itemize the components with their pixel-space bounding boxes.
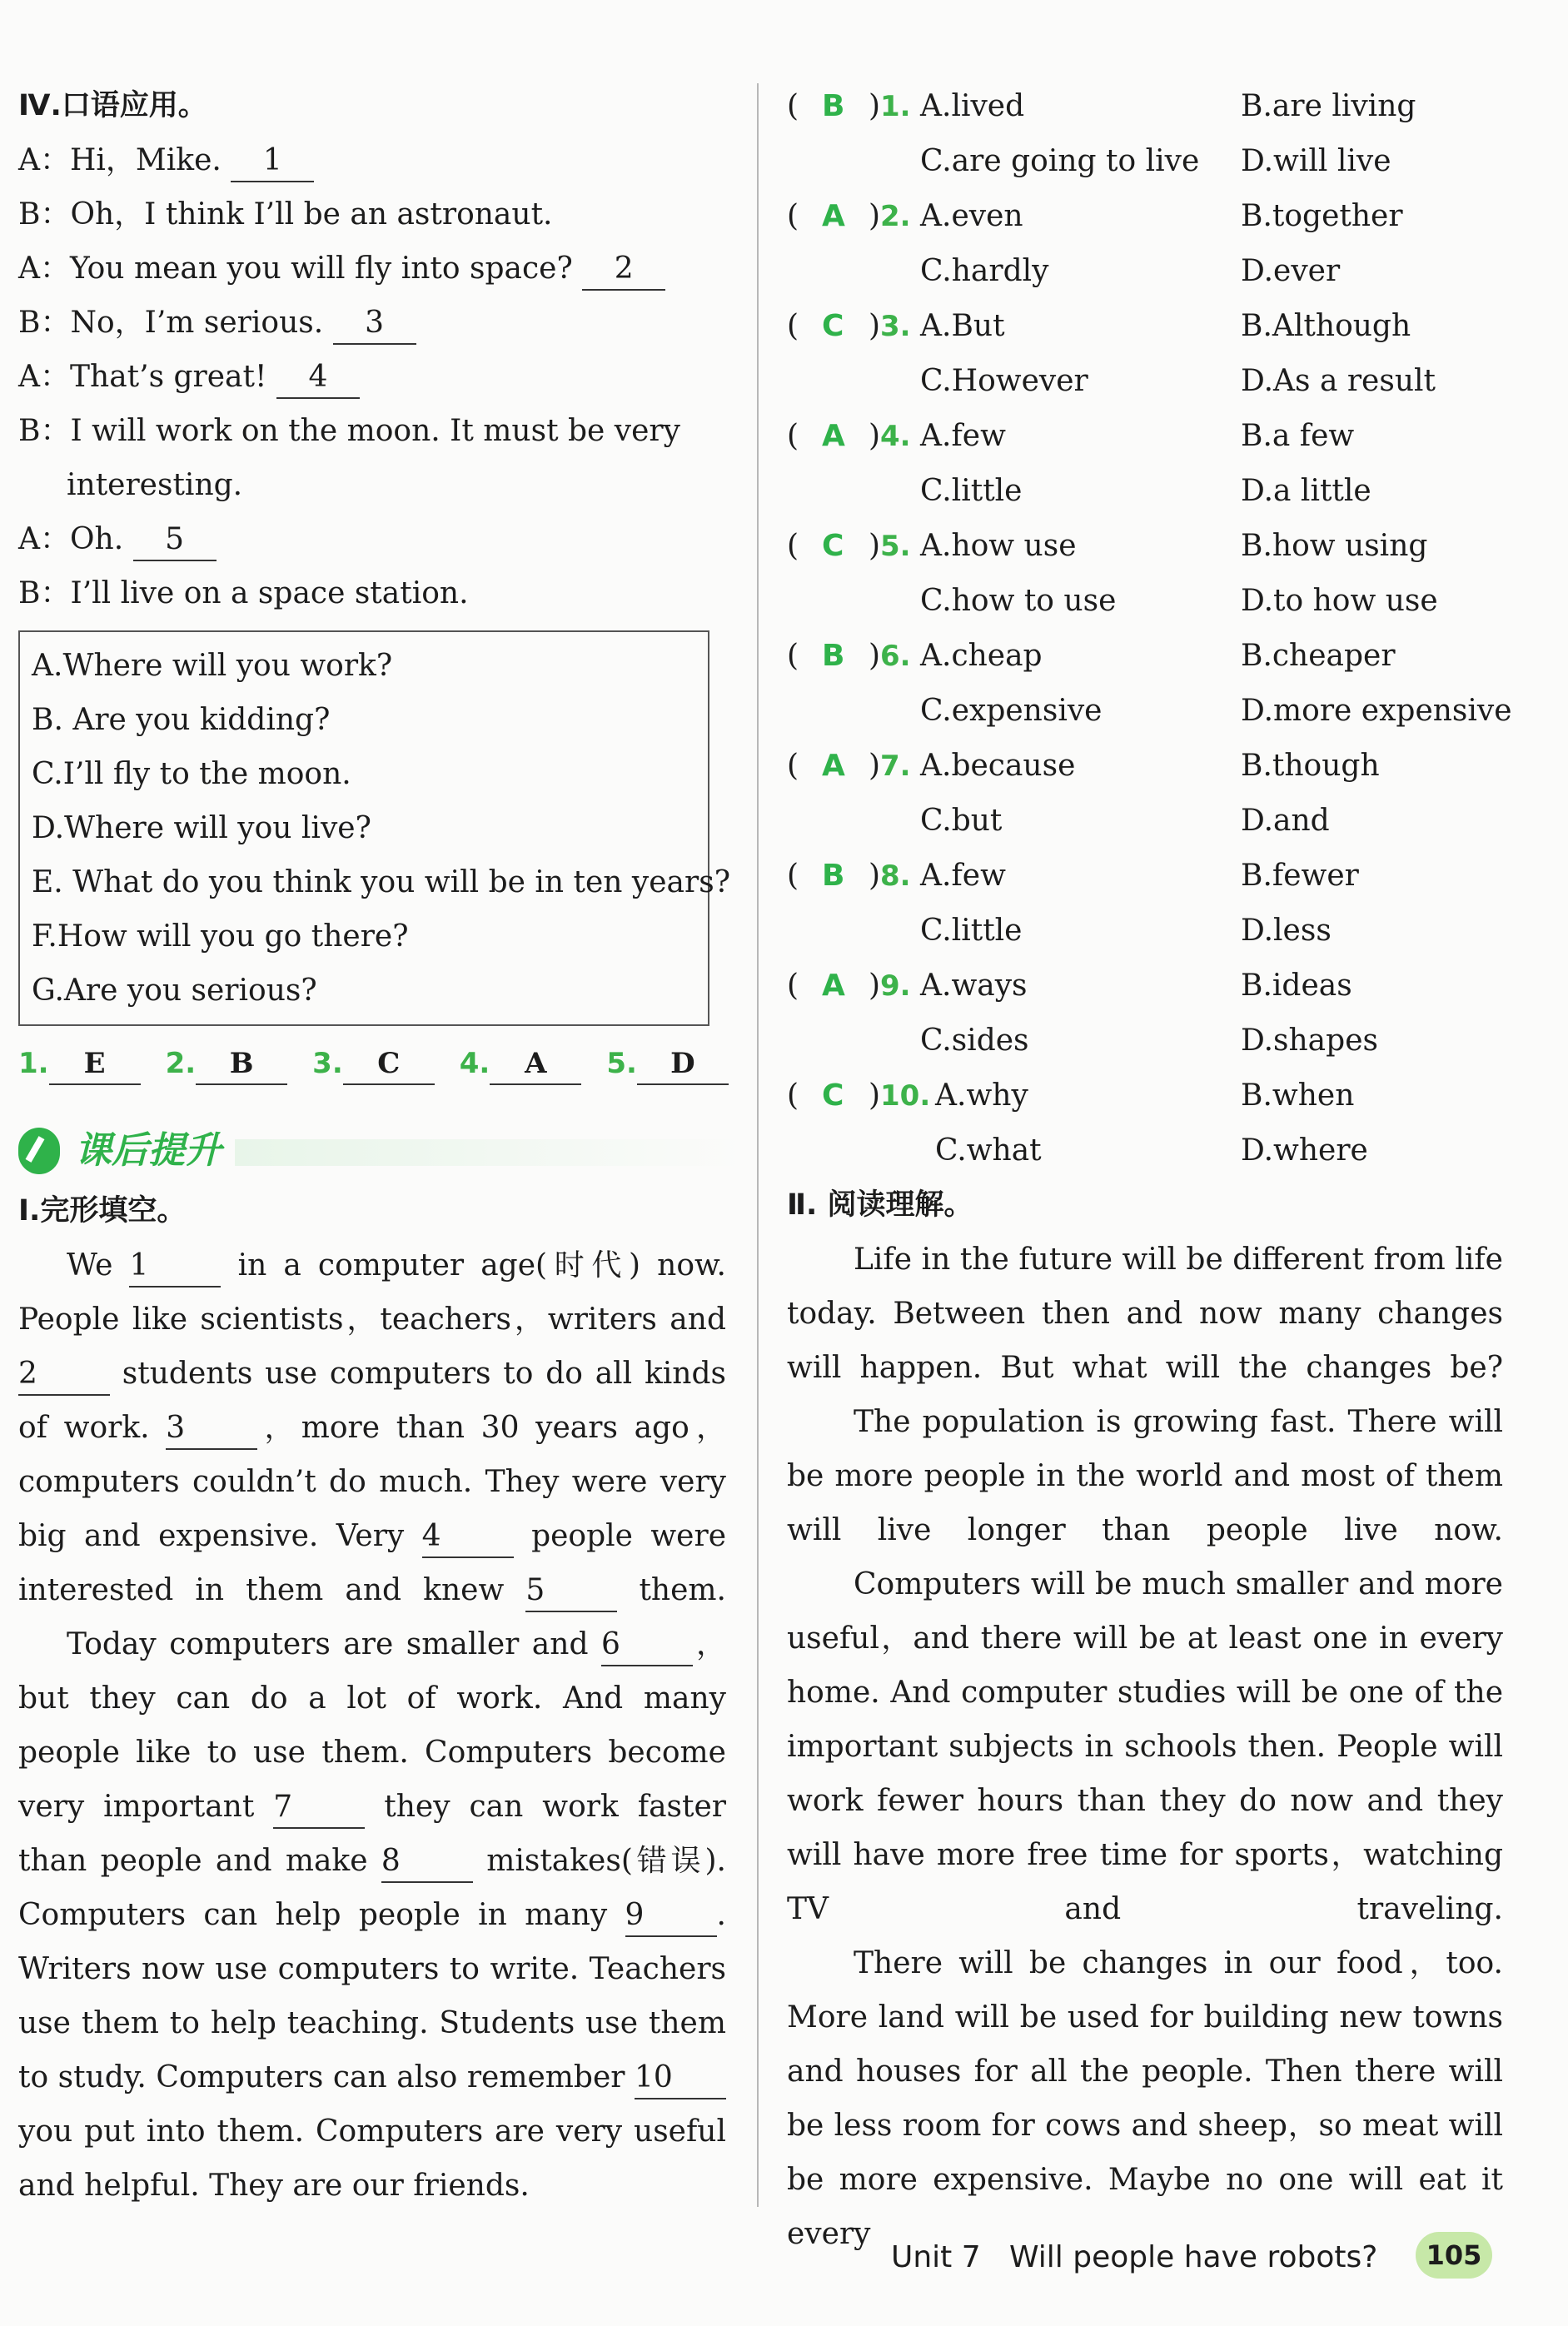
paren-left: ( (787, 639, 799, 673)
cloze-text: We (67, 1248, 130, 1283)
options-box (18, 630, 731, 1026)
option-a: A.even (920, 199, 1023, 233)
reading-paragraph: The population is growing fast. There will be more people in the world and most of them will live longer than people live now. (787, 1405, 1503, 1547)
option-a: A.cheap (920, 639, 1043, 673)
multiple-choice-list (787, 79, 1512, 1178)
mc-option-row (787, 134, 1503, 189)
option-d: D.ever (1241, 254, 1341, 288)
paren-right: ) (869, 309, 881, 343)
option-c: C.are going to live (920, 144, 1200, 178)
mc-answer: C (822, 1078, 844, 1113)
mc-number: 2. (880, 200, 911, 233)
cloze-blank: 1 (129, 1246, 221, 1288)
mc-question-row (787, 739, 1503, 794)
speaker-label: B： (18, 576, 71, 610)
option-a: A.because (920, 749, 1076, 783)
cloze-text: ，but they can do a lot of work. And many people like to use them. Computers become very important (18, 1627, 726, 1824)
mc-number: 6. (880, 640, 911, 673)
dialogue (18, 133, 726, 620)
answer-item (312, 1047, 435, 1080)
footer-title: Will people have robots? (1008, 2240, 1378, 2274)
speaker-label: B： (18, 414, 71, 448)
paren-right: ) (869, 859, 881, 893)
mc-question-row (787, 959, 1503, 1014)
option-b: B.a few (1241, 419, 1355, 453)
reading-paragraph: There will be changes in our food，too. More land will be used for building new towns and houses for all the people. Then there will be less room for cows and sheep，so meat will be more expensive. Maybe no one will eat it every (787, 1946, 1503, 2251)
option-c: C.sides (920, 1024, 1029, 1058)
speaker-label: A： (18, 252, 70, 286)
option-d: D.more expensive (1241, 694, 1512, 728)
pencil-icon (18, 1128, 60, 1174)
option-b: B.though (1241, 749, 1380, 783)
answer-number: 5. (606, 1047, 637, 1080)
paren-left: ( (787, 1078, 799, 1113)
answer-value: C (343, 1043, 435, 1085)
cloze-text: . Writers now use computers to write. Teachers use them to help teaching. Students use them to study. Computers can also remember (18, 1898, 726, 2094)
cloze-blank: 6 (601, 1625, 693, 1666)
option-c: C.little (920, 914, 1023, 948)
speaker-label: B： (18, 197, 71, 232)
mc-number: 7. (880, 750, 911, 783)
cloze-blank: 4 (422, 1517, 514, 1558)
cloze-blank: 8 (381, 1841, 473, 1883)
option-item: E. What do you think you will be in ten years? (32, 865, 731, 899)
option-c: C.However (920, 364, 1088, 398)
cloze-blank: 5 (525, 1571, 617, 1612)
option-b: B.cheaper (1241, 639, 1396, 673)
mc-answer: B (822, 639, 845, 673)
option-a: A.ways (920, 969, 1028, 1003)
mc-question-row (787, 1068, 1503, 1123)
option-a: A.few (920, 859, 1006, 893)
dialogue-text: I will work on the moon. It must be very (70, 414, 680, 448)
mc-answer: B (822, 859, 845, 893)
option-d: D.and (1241, 804, 1330, 838)
dialogue-text: Oh. (70, 522, 133, 556)
mc-number: 1. (880, 90, 911, 123)
answer-number: 2. (165, 1047, 197, 1080)
section4-heading: Ⅳ.口语应用。 (18, 89, 207, 122)
option-b: B.fewer (1241, 859, 1359, 893)
dialogue-text: No，I’m serious. (70, 306, 333, 340)
mc-question-row (787, 519, 1503, 574)
answer-row (18, 1034, 726, 1093)
answer-value: A (490, 1043, 581, 1085)
option-c: C.expensive (920, 694, 1103, 728)
mc-number: 4. (880, 420, 911, 453)
right-column (787, 79, 1512, 2261)
answer-blank: 3 (333, 303, 416, 345)
dialogue-line (18, 133, 726, 187)
dialogue-line (18, 512, 726, 566)
paren-right: ) (869, 969, 881, 1003)
paren-left: ( (787, 859, 799, 893)
paren-right: ) (869, 529, 881, 563)
answer-blank: 4 (276, 357, 360, 399)
mc-option-row (787, 684, 1512, 739)
mc-option-row (787, 904, 1503, 959)
section2-heading: Ⅱ. 阅读理解。 (787, 1188, 973, 1222)
cloze-passage (18, 1238, 726, 2213)
cloze-text: they can work faster than people and make (18, 1790, 726, 1878)
paren-left: ( (787, 199, 799, 233)
dialogue-line (18, 296, 726, 350)
cloze-blank: 9 (625, 1895, 717, 1937)
mc-answer: A (822, 969, 845, 1003)
cloze-blank: 10 (635, 2058, 726, 2099)
paren-left: ( (787, 969, 799, 1003)
option-b: B.are living (1241, 89, 1416, 123)
option-b: B.Although (1241, 309, 1411, 343)
cloze-text: ，more than 30 years ago，computers couldn’t do much. They were very big and expensive. Very (18, 1411, 726, 1553)
cloze-text: mistakes(错误). Computers can help people in many (18, 1844, 726, 1932)
paren-left: ( (787, 89, 799, 123)
dialogue-line (18, 350, 726, 404)
mc-option-row (787, 464, 1503, 519)
paren-left: ( (787, 309, 799, 343)
dialogue-text: I’ll live on a space station. (70, 576, 469, 610)
paren-left: ( (787, 529, 799, 563)
speaker-label: A： (18, 143, 70, 177)
reading-paragraph: Computers will be much smaller and more useful，and there will be at least one in every home. And computer studies will be one of the important subjects in schools then. People will work fewer hours than they do now and they will have more free time for sports，watching TV and traveling. (787, 1567, 1503, 1926)
option-item: G.Are you serious? (32, 974, 317, 1008)
speaker-label: A： (18, 522, 70, 556)
mc-question-row (787, 409, 1503, 464)
mc-question-row (787, 299, 1503, 354)
option-c: C.hardly (920, 254, 1049, 288)
mc-option-row (787, 1014, 1503, 1068)
option-c: C.how to use (920, 584, 1117, 618)
answer-number: 4. (459, 1047, 490, 1080)
mc-answer: B (822, 89, 845, 123)
option-b: B.ideas (1241, 969, 1352, 1003)
cloze-text: in a computer age(时代) now. People like scientists，teachers，writers and (18, 1248, 726, 1337)
footer-unit: Unit 7 (891, 2240, 981, 2274)
dialogue-line (18, 458, 726, 512)
mc-question-row (787, 849, 1503, 904)
cloze-text: you put into them. Computers are very useful and helpful. They are our friends. (18, 2114, 726, 2203)
option-a: A.lived (920, 89, 1025, 123)
option-item: D.Where will you live? (32, 811, 371, 845)
mc-option-row (787, 794, 1503, 849)
mc-question-row (787, 79, 1503, 134)
mc-answer: C (822, 309, 844, 343)
cloze-text: them. (617, 1573, 726, 1607)
answer-item (18, 1047, 141, 1080)
option-c: C.but (920, 804, 1003, 838)
option-a: A.But (920, 309, 1005, 343)
option-d: D.less (1241, 914, 1332, 948)
speaker-label: B： (18, 306, 71, 340)
option-item: F.How will you go there? (32, 919, 409, 954)
column-divider (757, 83, 759, 2207)
cloze-text: Today computers are smaller and (67, 1627, 601, 1661)
option-b: B.together (1241, 199, 1403, 233)
option-d: D.will live (1241, 144, 1391, 178)
mc-number: 8. (880, 859, 911, 893)
option-d: D.shapes (1241, 1024, 1378, 1058)
dialogue-text: That’s great! (70, 360, 276, 394)
option-c: C.little (920, 474, 1023, 508)
dialogue-text: Hi，Mike. (70, 143, 231, 177)
paren-left: ( (787, 749, 799, 783)
mc-answer: A (822, 749, 845, 783)
paren-right: ) (869, 199, 881, 233)
option-a: A.few (920, 419, 1006, 453)
mc-question-row (787, 189, 1503, 244)
answer-value: E (49, 1043, 141, 1085)
option-item: B. Are you kidding? (32, 703, 331, 737)
answer-value: B (196, 1043, 287, 1085)
mc-answer: A (822, 419, 845, 453)
dialogue-line (18, 404, 726, 458)
mc-option-row (787, 1123, 1503, 1178)
mc-answer: A (822, 199, 845, 233)
option-d: D.As a result (1241, 364, 1436, 398)
dialogue-text: You mean you will fly into space? (70, 252, 583, 286)
mc-number: 9. (880, 969, 911, 1003)
option-item: C.I’ll fly to the moon. (32, 757, 351, 791)
mc-number: 10. (880, 1079, 931, 1113)
cloze-paragraph (18, 1617, 726, 2213)
dialogue-line (18, 187, 726, 242)
banner-fade (235, 1139, 743, 1166)
reading-passage (787, 1233, 1503, 2261)
answer-item (460, 1047, 582, 1080)
mc-answer: C (822, 529, 844, 563)
dialogue-line (18, 566, 726, 620)
answer-item (606, 1047, 729, 1080)
option-b: B.when (1241, 1078, 1355, 1113)
cloze-blank: 2 (18, 1354, 110, 1396)
section1-heading: Ⅰ.完形填空。 (18, 1194, 187, 1228)
cloze-blank: 3 (166, 1408, 257, 1450)
option-d: D.a little (1241, 474, 1371, 508)
option-item: A.Where will you work? (32, 649, 393, 683)
cloze-text: people were interested in them and knew (18, 1519, 726, 1607)
paren-right: ) (869, 419, 881, 453)
mc-option-row (787, 354, 1503, 409)
dialogue-text: interesting. (67, 468, 243, 502)
speaker-label: A： (18, 360, 70, 394)
cloze-paragraph (18, 1238, 726, 1617)
mc-option-row (787, 574, 1503, 629)
paren-left: ( (787, 419, 799, 453)
answer-blank: 1 (231, 141, 314, 182)
option-c: C.what (935, 1133, 1042, 1168)
mc-number: 5. (880, 530, 911, 563)
paren-right: ) (869, 1078, 881, 1113)
dialogue-line (18, 242, 726, 296)
paren-right: ) (869, 89, 881, 123)
cloze-text: students use computers to do all kinds of work. (18, 1357, 726, 1445)
option-a: A.how use (920, 529, 1077, 563)
option-d: D.to how use (1241, 584, 1438, 618)
paren-right: ) (869, 639, 881, 673)
option-b: B.how using (1241, 529, 1428, 563)
mc-number: 3. (880, 310, 911, 343)
answer-item (166, 1047, 288, 1080)
answer-blank: 2 (582, 249, 665, 291)
after-class-banner (18, 1118, 726, 1184)
paren-right: ) (869, 749, 881, 783)
reading-paragraph: Life in the future will be different from life today. Between then and now many changes will happen. But what will the changes be? (787, 1243, 1503, 1385)
option-d: D.where (1241, 1133, 1368, 1168)
banner-title: 课后提升 (75, 1129, 222, 1172)
mc-option-row (787, 244, 1503, 299)
option-a: A.why (935, 1078, 1028, 1113)
answer-number: 1. (18, 1047, 49, 1080)
answer-blank: 5 (133, 520, 217, 561)
answer-number: 3. (312, 1047, 343, 1080)
left-column (18, 79, 731, 2213)
answer-value: D (637, 1043, 729, 1085)
cloze-blank: 7 (273, 1787, 365, 1829)
page-footer (891, 2240, 1377, 2274)
page-number: 105 (1416, 2232, 1492, 2279)
mc-question-row (787, 629, 1503, 684)
dialogue-text: Oh，I think I’ll be an astronaut. (70, 197, 553, 232)
